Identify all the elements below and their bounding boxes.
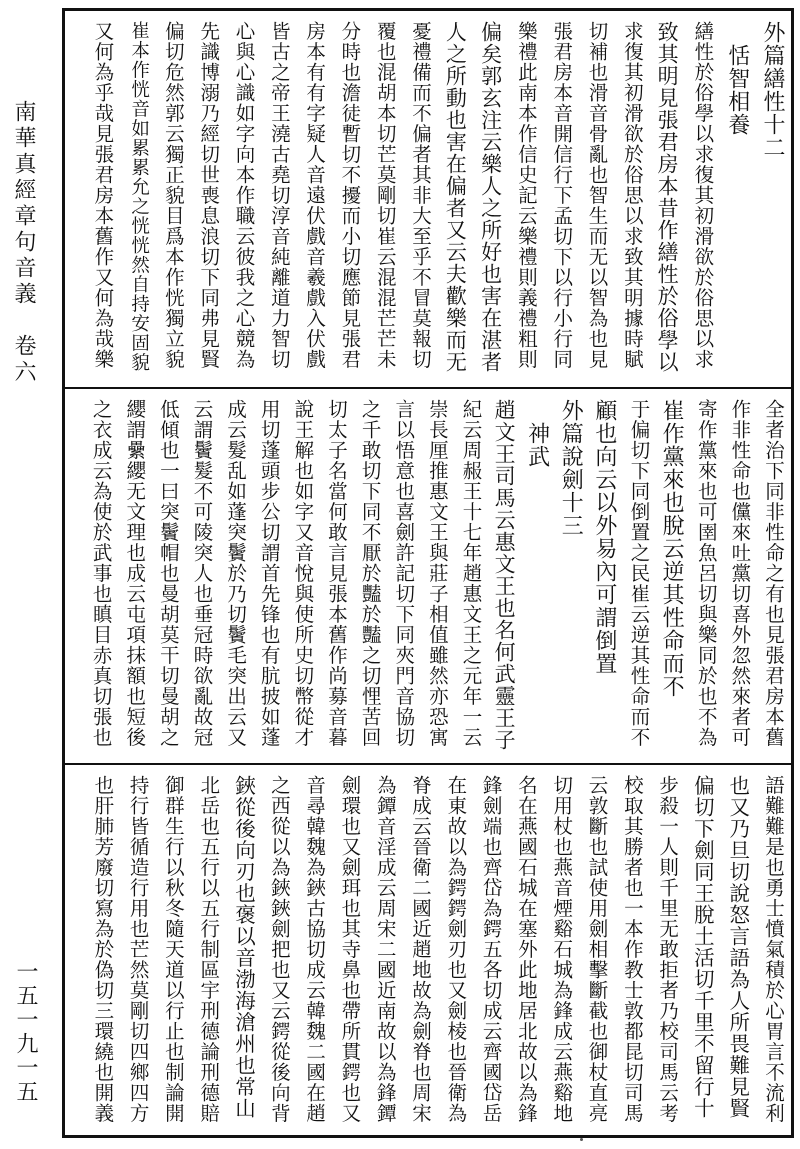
- text-column: 心與心識如字向本作職云彼我之心競為: [232, 21, 256, 370]
- text-column: 崔作黨來也脫云逆其性命而不: [659, 399, 685, 698]
- text-column: 劍環也又劍珥也其寺鼻也帶所貫鍔也又: [338, 775, 362, 1124]
- text-column: 偏切危然郭云獨正貌目爲本作恍獨立貌: [161, 21, 185, 370]
- text-column: 顧也向云以外易內可謂倒置: [591, 399, 617, 675]
- text-column: 語難難是也勇士憤氣積於心胃言不流利: [762, 775, 785, 1124]
- text-column: 脊成云晉衛二國近趙地故為劍脊也周宋: [409, 775, 432, 1124]
- text-column: 先識博溺乃經切世喪息浪切下同弗見賢: [197, 21, 221, 370]
- text-column: 于偏切下同倒置之民崔云逆其性命而不: [627, 399, 651, 748]
- text-column: 言以悟意也喜劍許記切下同夾門音協切: [392, 399, 416, 748]
- text-column: 用切蓬頭步公切謂首先锋也有肮披如蓬: [257, 399, 281, 748]
- text-column: 成云髮乱如蓬突鬢於乃切鬢毛突出云又: [224, 399, 248, 748]
- text-column: 說王解也如字又音悅與使所史切幣從才: [291, 399, 315, 748]
- text-column: 之衣成云為使於武事也瞋目赤真切張也: [89, 399, 113, 748]
- text-column: 憂禮備而不偏者其非大至乎不冒莫報切: [409, 21, 432, 370]
- text-column: 持行皆循造行用也芒然莫剛切四鄉四方: [126, 775, 150, 1124]
- text-column: 切用杖也燕音煙谿石城為鋒成云燕谿地: [550, 775, 574, 1124]
- text-column: 之千敢切下同不厭於豔於豔之切悝苦回: [358, 399, 382, 748]
- text-column: 房本有有字疑人音遠伏戲音羲戲入伏戲: [303, 21, 327, 370]
- text-column: 音尋韓魏為鋏古協切成云韓魏二國在趙: [303, 775, 327, 1124]
- text-column: 也又乃旦切說怒言語為人所畏難見賢: [725, 775, 750, 1119]
- text-column: 作非性命也儻來吐黨切喜外忽然來者可: [728, 399, 752, 748]
- text-column: 之西從以為鋏鋏劍把也又云鍔從後向背: [267, 775, 291, 1124]
- text-column: 偏切下劍同王脫土活切千里不留行十: [690, 775, 715, 1119]
- text-column: 又何為乎哉見張君房本舊作又何為哉樂: [91, 21, 115, 370]
- text-column: 云謂鬢髮不可陵突人也垂冠時欲亂故冠: [190, 399, 214, 748]
- text-column: 鋒劍端也齊岱為鍔五各切成云齊國岱岳: [479, 775, 503, 1124]
- book-title: 南華真經章句音義 卷六: [11, 100, 36, 386]
- text-column: 也肝肺芳廢切寫為於偽切三環繞也開義: [91, 775, 115, 1124]
- text-panel-top: [65, 11, 791, 389]
- text-column: 紀云周赧王十七年趙惠文王之元年一云: [459, 399, 483, 748]
- page-frame: [62, 8, 794, 1138]
- text-column: 外篇說劍十三: [558, 399, 584, 537]
- scan-speck: [580, 1138, 583, 1141]
- text-column: 校取其勝者也一本作教士敦都昆切司馬: [620, 775, 644, 1124]
- text-column: 北岳也五行以五行制區宇刑德論刑德賠: [197, 775, 221, 1124]
- text-column: 神武: [524, 399, 550, 468]
- page-number: 一五一九一五: [13, 960, 38, 1104]
- text-column: 在東故以為鍔鍔劍刃也又劍棱也晉衛為: [444, 775, 468, 1124]
- text-column: 分時也澹徒暫切不擾而小切應節見張君: [338, 21, 362, 370]
- text-column: 致其明見張君房本昔作繕性於俗學以: [655, 21, 680, 373]
- text-panel-bottom: [65, 765, 791, 1135]
- text-column: 繕性於俗學以求復其初滑欲於俗思以求: [691, 21, 715, 370]
- text-column: 纓謂纍纓无文理也成云屯項抹額也短後: [123, 399, 147, 748]
- text-column: 名在燕國石城在塞外此地居北故以為鋒: [514, 775, 538, 1124]
- text-column: 為鐔音淫成云周宋二國近南故以為鋒鐔: [373, 775, 397, 1124]
- text-column: 偏矣郭玄注云樂人之所好也害在湛者: [478, 21, 503, 373]
- text-column: 崔本作恍音如累累允之恍恍然自持安固貌: [128, 21, 150, 372]
- text-column: 張君房本音開信行下孟切下以行小行同: [550, 21, 574, 370]
- text-column: 恬智相養: [724, 21, 750, 136]
- text-column: 外篇繕性十二: [760, 21, 785, 159]
- text-column: 趙文王司馬云惠文王也名何武靈王子: [492, 399, 517, 751]
- text-column: 崇長厘推惠文王與莊子相值雖然亦恐寓: [425, 399, 449, 748]
- text-column: 覆也混胡本切芒莫剛切崔云混混芒芒未: [373, 21, 397, 370]
- text-column: 步殺一人則千里无敢拒者乃校司馬云考: [656, 775, 680, 1124]
- text-column: 皆古之帝王澆古堯切淳音純離道力智切: [267, 21, 291, 370]
- text-column: 切太子名當何敢言見張本舊作尚募音暮: [324, 399, 348, 748]
- text-column: 御群生行以秋冬隨天道以行止也制論開: [161, 775, 185, 1124]
- text-column: 鋏從後向刃也褒以音渤海滄州也常山: [231, 775, 256, 1119]
- text-column: 求復其初滑欲於俗思以求致其明據時賦: [620, 21, 644, 370]
- text-panel-middle: [65, 389, 791, 765]
- text-column: 全者治下同非性命之有也見張君房本舊: [762, 399, 785, 748]
- text-column: 切補也滑音骨亂也智生而无以智為也見: [585, 21, 609, 370]
- text-column: 云敦斷也試使用劍相擊斷截也御杖直亮: [585, 775, 609, 1124]
- text-column: 低傾也一曰突鬢帽也曼胡莫干切曼胡之: [156, 399, 180, 748]
- text-column: 寄作黨來也可圉魚呂切與樂同於也不為: [694, 399, 718, 748]
- text-column: 人之所動也害在偏者又云夫歡樂而无: [443, 21, 468, 373]
- text-column: 樂禮此南本作信史記云樂禮則義禮粗則: [514, 21, 538, 370]
